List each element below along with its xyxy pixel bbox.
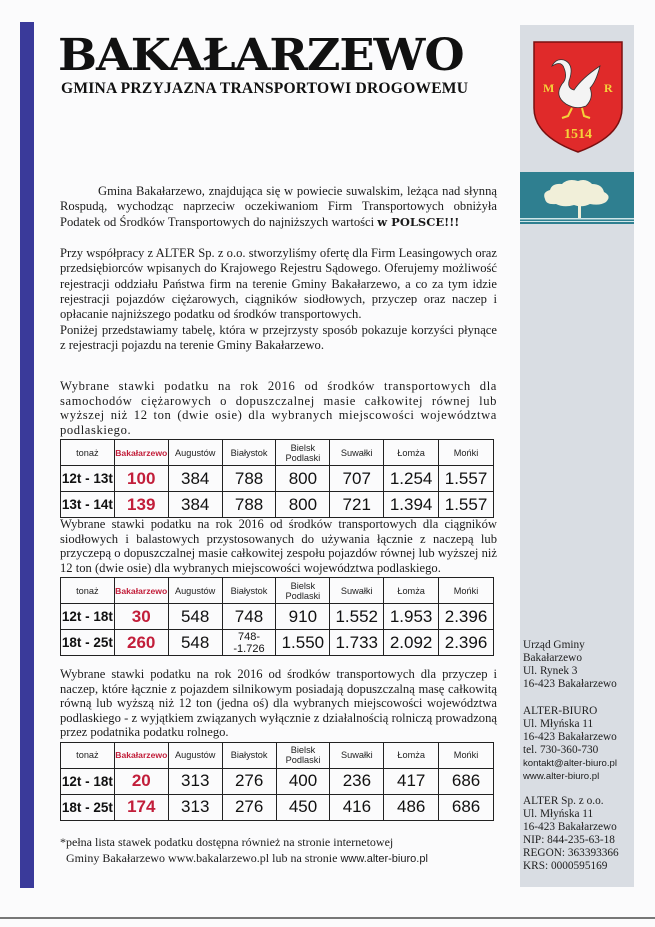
column-header: Bakałarzewo (114, 578, 168, 604)
rate-cell: 100 (114, 466, 168, 492)
rate-cell: 1.557 (439, 492, 494, 518)
footnote-url[interactable]: www.alter-biuro.pl (340, 852, 428, 865)
intro-paragraph-2: Przy współpracy z ALTER Sp. z o.o. stworzyliśmy ofertę dla Firm Leasingowych oraz przedsiębiorców wpisanych do Krajowego Rejestru Sądowego. Oferujemy możliwość rejestracji oddziału Państwa firm na terenie Gminy Bakałarzewo, a co za tym idzie rejestracji pojazdów ciężarowych, ciągników siodłowych, przyczep oraz naczep i opłacanie najniższego podatku od środków transportowych. (60, 246, 497, 322)
rate-cell: 800 (276, 492, 330, 518)
rate-cell: 313 (168, 794, 222, 820)
table-row (61, 768, 494, 794)
tree-icon (520, 172, 634, 224)
column-header: Białystok (222, 742, 276, 768)
column-header: Suwałki (330, 578, 384, 604)
table-row (61, 604, 494, 630)
intro-text: Gmina Bakałarzewo, znajdująca się w powiecie suwalskim, leżąca nad słynną Rospudą, wychodząc naprzeciw oczekiwaniom Firm Transportowych obniżyła Podatek od Środków Transportowych do najniższych wartości (60, 184, 497, 229)
rate-cell: 2.396 (439, 604, 494, 630)
rate-cell: 486 (384, 794, 439, 820)
contact-alter-sp (523, 795, 619, 873)
column-header: Mońki (439, 440, 494, 466)
contact-line: Bakałarzewo (523, 652, 582, 664)
rate-cell: 1.733 (330, 630, 384, 656)
tonnage-cell: 18t - 25t (61, 630, 115, 656)
contact-line: Ul. Rynek 3 (523, 665, 578, 677)
column-header: Bielsk Podlaski (276, 440, 330, 466)
footnote-text: Gminy Bakałarzewo www.bakalarzewo.pl lub na stronie (66, 850, 341, 865)
tonnage-cell: 12t - 18t (61, 604, 115, 630)
contact-line: 16-423 Bakałarzewo (523, 678, 617, 690)
section-intro: Wybrane stawki podatku na rok 2016 od środków transportowych dla przyczep i naczep, które łącznie z pojazdem silnikowym posiadają dopuszczalną masę całkowitą równą lub wyższą niż 12 ton (jedna oś) dla wybranych miejscowości województwa podlaskiego - z wyjątkiem związanych wyłącznie z działalnością rolniczą prowadzoną przez podatnika podatku rolnego. (60, 667, 497, 739)
coat-of-arms-icon (530, 38, 626, 154)
table-row (61, 492, 494, 518)
rate-cell: 416 (330, 794, 384, 820)
rate-cell: 139 (114, 492, 168, 518)
contact-line: Ul. Młyńska 11 (523, 808, 594, 820)
rate-cell: 548 (168, 630, 222, 656)
rate-cell: 1.550 (276, 630, 330, 656)
table-header-row (61, 440, 494, 466)
contact-line: Urząd Gminy (523, 639, 585, 651)
section-intro: Wybrane stawki podatku na rok 2016 od środków transportowych dla samochodów ciężarowych o dopuszczalnej masie całkowitej równej lub wyższej niż 12 ton (dwie osie) dla wybranych miejscowości województwa podlaskiego. (60, 379, 497, 437)
table-row (61, 794, 494, 820)
accent-bar (20, 22, 34, 888)
page-edge-line (0, 917, 655, 919)
column-header: Bielsk Podlaski (276, 578, 330, 604)
page-title: BAKAŁARZEWO (58, 30, 464, 81)
rate-cell: 1.953 (384, 604, 439, 630)
rate-cell: 2.396 (439, 630, 494, 656)
footnote-line-1: *pełna lista stawek podatku dostępna również na stronie internetowej (60, 835, 394, 849)
contact-line: REGON: 363393366 (523, 847, 619, 859)
column-header: Augustów (168, 578, 222, 604)
tonnage-cell: 12t - 18t (61, 768, 115, 794)
rate-cell: 748- -1.726 (222, 630, 276, 656)
contact-line: ALTER-BIURO (523, 705, 598, 717)
rate-cell: 20 (114, 768, 168, 794)
rate-cell: 417 (384, 768, 439, 794)
rate-cell: 276 (222, 794, 276, 820)
column-header: Mońki (439, 578, 494, 604)
rate-cell: 686 (439, 768, 494, 794)
rate-cell: 400 (276, 768, 330, 794)
rate-cell: 1.557 (439, 466, 494, 492)
crest-year: 1514 (564, 127, 592, 142)
column-header: Łomża (384, 578, 439, 604)
contact-line: NIP: 844-235-63-18 (523, 834, 615, 846)
contact-urzad-gminy (523, 639, 617, 691)
rates-table (60, 439, 494, 518)
rate-cell: 748 (222, 604, 276, 630)
column-header: Bakałarzewo (114, 440, 168, 466)
column-header: Bielsk Podlaski (276, 742, 330, 768)
column-header: Łomża (384, 742, 439, 768)
rates-section-tractors (60, 517, 497, 656)
contact-alter-biuro-lines (523, 705, 617, 757)
rates-section-trucks (60, 379, 497, 518)
crest-letter-right: R (604, 81, 613, 95)
section-intro: Wybrane stawki podatku na rok 2016 od środków transportowych dla ciągników siodłowych i balastowych przystosowanych do używania łącznie z naczepą lub przyczepą o dopuszczalnej masie całkowitej zespołu pojazdów równej lub wyższej niż 12 ton (dwie osie) dla wybranych miejscowości województwa podlaskiego. (60, 517, 497, 575)
rate-cell: 384 (168, 466, 222, 492)
intro-emphasis: w POLSCE!!! (377, 214, 460, 229)
rate-cell: 721 (330, 492, 384, 518)
tonnage-cell: 12t - 13t (61, 466, 115, 492)
column-header: tonaż (61, 440, 115, 466)
column-header: Bakałarzewo (114, 742, 168, 768)
column-header: Augustów (168, 742, 222, 768)
rate-cell: 260 (114, 630, 168, 656)
rate-cell: 313 (168, 768, 222, 794)
rate-cell: 384 (168, 492, 222, 518)
rates-section-trailers (60, 667, 497, 821)
tonnage-cell: 18t - 25t (61, 794, 115, 820)
rate-cell: 788 (222, 492, 276, 518)
rate-cell: 686 (439, 794, 494, 820)
column-header: Mońki (439, 742, 494, 768)
contact-website[interactable]: www.alter-biuro.pl (523, 771, 600, 782)
rate-cell: 548 (168, 604, 222, 630)
table-header-row (61, 742, 494, 768)
contact-line: tel. 730-360-730 (523, 744, 599, 756)
rate-cell: 30 (114, 604, 168, 630)
rate-cell: 1.552 (330, 604, 384, 630)
table-header-row (61, 578, 494, 604)
rate-cell: 236 (330, 768, 384, 794)
contact-line: KRS: 0000595169 (523, 860, 608, 872)
contact-line: 16-423 Bakałarzewo (523, 731, 617, 743)
rate-cell: 1.254 (384, 466, 439, 492)
rate-cell: 707 (330, 466, 384, 492)
footnote-line-2 (60, 851, 500, 868)
rate-cell: 800 (276, 466, 330, 492)
column-header: Białystok (222, 578, 276, 604)
column-header: Łomża (384, 440, 439, 466)
contact-email[interactable]: kontakt@alter-biuro.pl (523, 758, 617, 769)
contact-line: 16-423 Bakałarzewo (523, 821, 617, 833)
contact-alter-biuro (523, 705, 617, 783)
rate-cell: 174 (114, 794, 168, 820)
column-header: tonaż (61, 578, 115, 604)
tonnage-cell: 13t - 14t (61, 492, 115, 518)
contact-line: Ul. Młyńska 11 (523, 718, 594, 730)
page-subtitle: GMINA PRZYJAZNA TRANSPORTOWI DROGOWEMU (61, 80, 469, 97)
rate-cell: 910 (276, 604, 330, 630)
footnote (60, 835, 500, 867)
rate-cell: 1.394 (384, 492, 439, 518)
column-header: Białystok (222, 440, 276, 466)
crest-letter-left: M (543, 81, 555, 95)
contact-line: ALTER Sp. z o.o. (523, 795, 604, 807)
column-header: Suwałki (330, 440, 384, 466)
intro-paragraph-3: Poniżej przedstawiamy tabelę, która w przejrzysty sposób pokazuje korzyści płynące z rejestracji pojazdu na terenie Gminy Bakałarzewo. (60, 323, 497, 353)
table-row (61, 466, 494, 492)
column-header: Augustów (168, 440, 222, 466)
rates-table (60, 742, 494, 821)
column-header: Suwałki (330, 742, 384, 768)
rate-cell: 450 (276, 794, 330, 820)
rate-cell: 788 (222, 466, 276, 492)
column-header: tonaż (61, 742, 115, 768)
rate-cell: 2.092 (384, 630, 439, 656)
rates-table (60, 577, 494, 656)
intro-paragraph-1 (60, 184, 497, 230)
table-row (61, 630, 494, 656)
rate-cell: 276 (222, 768, 276, 794)
